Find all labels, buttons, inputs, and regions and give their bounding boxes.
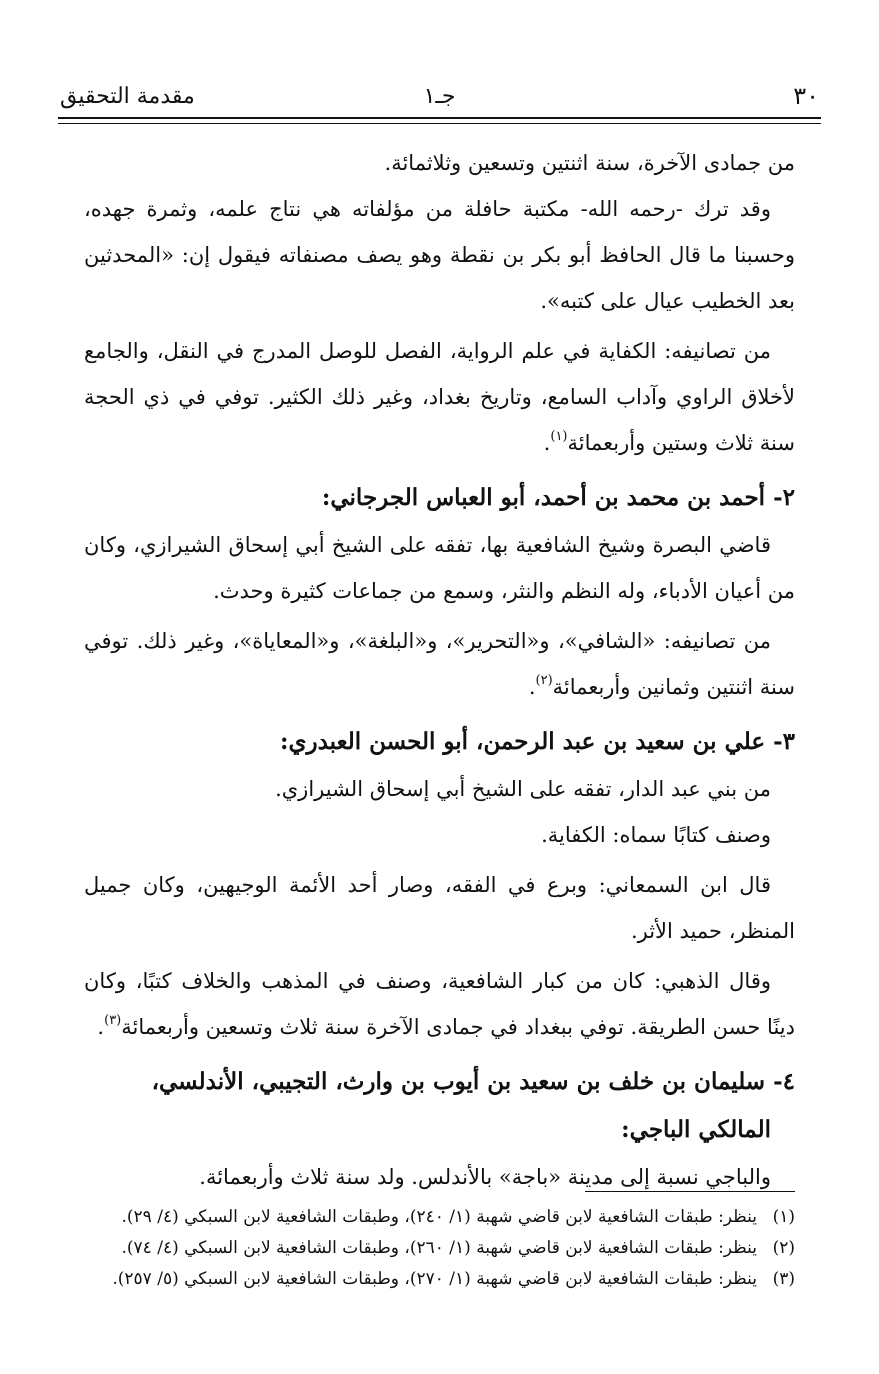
paragraph-text: من تصانيفه: الكفاية في علم الرواية، الفصل للوصل المدرج في النقل، والجامع لأخلاق الراوي وآداب السامع، وتاريخ بغداد، وغير ذلك الكثير. توفي في ذي الحجة سنة ثلاث وستين وأربعمائة	[84, 339, 795, 455]
body-text	[84, 140, 795, 1200]
running-header	[60, 78, 819, 114]
page-number: ٣٠	[793, 82, 819, 110]
header-rule-thin	[58, 123, 821, 124]
paragraph-text: من تصانيفه: «الشافي»، و«التحرير»، و«البلغة»، و«المعاياة»، وغير ذلك. توفي سنة اثنتين وثمانين وأربعمائة	[84, 629, 795, 699]
footnote-number: (٢)	[772, 1238, 795, 1258]
paragraph: من جمادى الآخرة، سنة اثنتين وتسعين وثلاثمائة.	[384, 151, 795, 175]
paragraph: قاضي البصرة وشيخ الشافعية بها، تفقه على الشيخ أبي إسحاق الشيرازي، وكان من أعيان الأدباء، وله النظم والنثر، وسمع من جماعات كثيرة وحدث.	[84, 533, 795, 603]
paragraph-text: وقال الذهبي: كان من كبار الشافعية، وصنف في المذهب والخلاف كتبًا، وكان دينًا حسن الطريقة. توفي ببغداد في جمادى الآخرة سنة ثلاث وتسعين وأربعمائة	[84, 969, 795, 1039]
entry-heading	[84, 1058, 795, 1154]
footnote-ref[interactable]: (٢)	[535, 673, 553, 688]
footnote-ref[interactable]: (٣)	[104, 1013, 122, 1028]
entry-heading-line: المالكي الباجي:	[621, 1116, 771, 1143]
footnote	[60, 1264, 795, 1295]
paragraph: وصنف كتابًا سماه: الكفاية.	[541, 823, 771, 847]
footnotes	[60, 1202, 795, 1295]
footnote	[60, 1233, 795, 1264]
footnote-text: ينظر: طبقات الشافعية لابن قاضي شهبة (١/ ٢٦٠)، وطبقات الشافعية لابن السبكي (٤/ ٧٤).	[121, 1238, 757, 1258]
header-rule	[58, 117, 821, 119]
paragraph: من تصانيفه: «الشافي»، و«التحرير»، و«البلغة»، و«المعاياة»، وغير ذلك. توفي سنة اثنتين وثمانين وأربعمائة$^{(٢)}$.	[84, 629, 795, 699]
entry-heading: ٢- أحمد بن محمد بن أحمد، أبو العباس الجرجاني:	[321, 484, 795, 511]
footnote-number: (١)	[772, 1207, 795, 1227]
section-title: مقدمة التحقيق	[60, 83, 195, 109]
entry-heading-line: ٤- سليمان بن خلف بن سعيد بن أيوب بن وارث، التجيبي، الأندلسي،	[151, 1068, 795, 1095]
footnote-ref[interactable]: (١)	[550, 429, 568, 444]
footnote-text: ينظر: طبقات الشافعية لابن قاضي شهبة (١/ ٢٤٠)، وطبقات الشافعية لابن السبكي (٤/ ٢٩).	[121, 1207, 757, 1227]
footnote	[60, 1202, 795, 1233]
paragraph: من تصانيفه: الكفاية في علم الرواية، الفصل للوصل المدرج في النقل، والجامع لأخلاق الراوي وآداب السامع، وتاريخ بغداد، وغير ذلك الكثير. توفي في ذي الحجة سنة ثلاث وستين وأربعمائة$^{(١)}$.	[84, 339, 795, 455]
paragraph: والباجي نسبة إلى مدينة «باجة» بالأندلس. ولد سنة ثلاث وأربعمائة.	[199, 1165, 771, 1189]
paragraph: من بني عبد الدار، تفقه على الشيخ أبي إسحاق الشيرازي.	[275, 777, 771, 801]
footnote-rule	[585, 1191, 795, 1192]
paragraph: قال ابن السمعاني: وبرع في الفقه، وصار أحد الأئمة الوجيهين، وكان جميل المنظر، حميد الأثر.	[84, 873, 795, 943]
footnote-text: ينظر: طبقات الشافعية لابن قاضي شهبة (١/ ٢٧٠)، وطبقات الشافعية لابن السبكي (٥/ ٢٥٧).	[112, 1269, 757, 1289]
footnote-number: (٣)	[772, 1269, 795, 1289]
volume-label: جـ١	[423, 83, 456, 109]
paragraph: وقال الذهبي: كان من كبار الشافعية، وصنف في المذهب والخلاف كتبًا، وكان دينًا حسن الطريقة. توفي ببغداد في جمادى الآخرة سنة ثلاث وتسعين وأربعمائة$^{(٣)}$.	[84, 969, 795, 1039]
paragraph: وقد ترك -رحمه الله- مكتبة حافلة من مؤلفاته هي نتاج علمه، وثمرة جهده، وحسبنا ما قال الحافظ أبو بكر بن نقطة وهو يصف مصنفاته فيقول إن: «المحدثين بعد الخطيب عيال على كتبه».	[84, 197, 795, 313]
entry-heading: ٣- علي بن سعيد بن عبد الرحمن، أبو الحسن العبدري:	[279, 728, 795, 755]
